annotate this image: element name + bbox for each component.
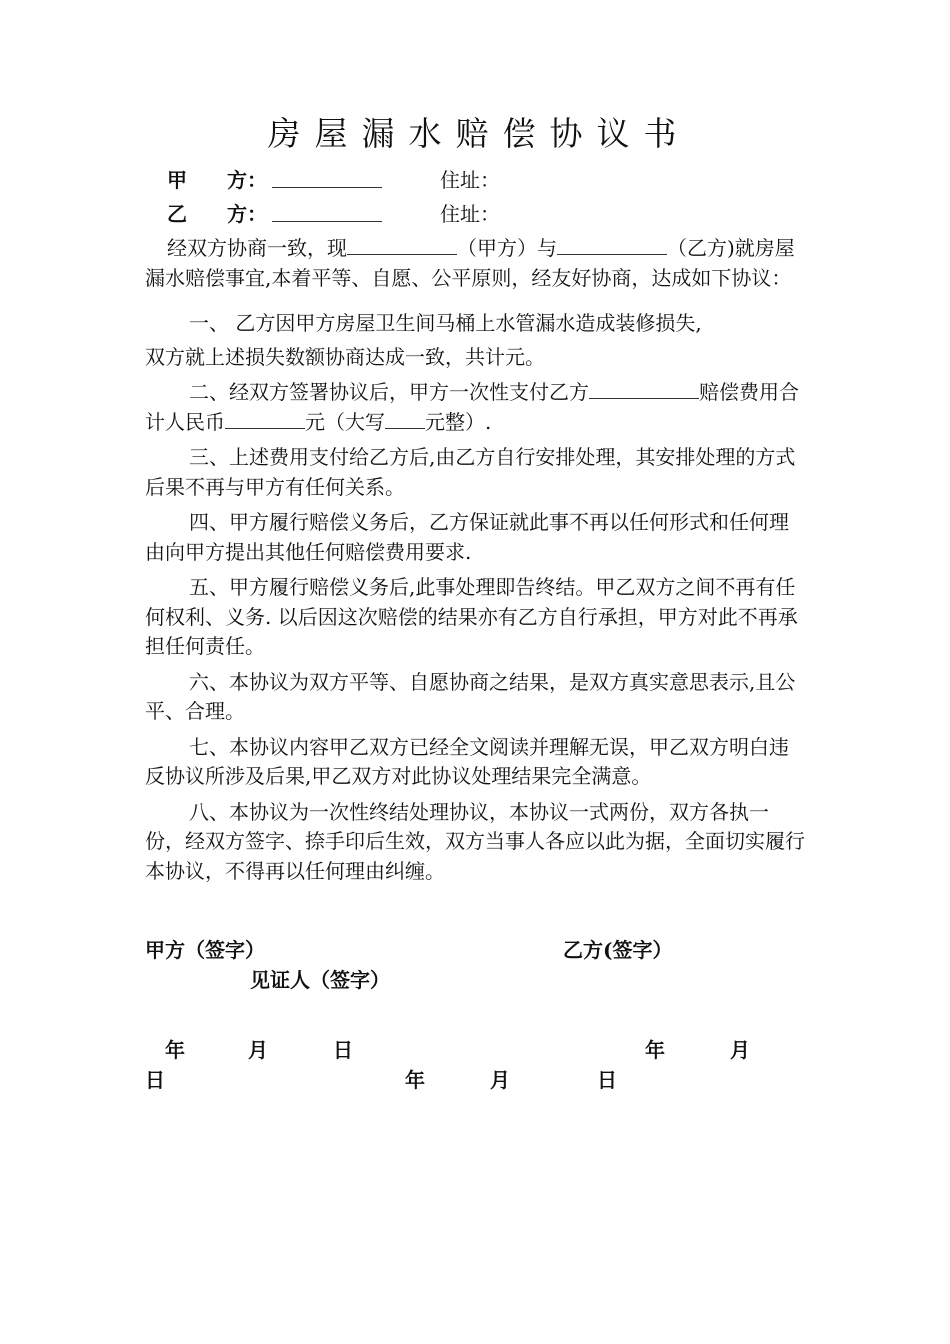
- clause-3: 三、上述费用支付给乙方后,由乙方自行安排处理，其安排处理的方式后果不再与甲方有任何关系。: [145, 445, 796, 499]
- date-year-3: 年: [405, 1068, 425, 1092]
- intro-text-1: 经双方协商一致，现: [167, 236, 347, 260]
- date-month-1: 月: [248, 1038, 268, 1062]
- intro-party-a-blank[interactable]: [347, 234, 457, 255]
- clause-2-text-2: 赔偿费用合计人民币: [145, 380, 799, 434]
- intro-text-3: （乙方)就房屋漏水赔偿事宜,本着平等、自愿、公平原则，经友好协商，达成如下协议：: [145, 236, 795, 290]
- date-month-2: 月: [730, 1038, 750, 1062]
- clause-8: 八、本协议为一次性终结处理协议，本协议一式两份，双方各执一份，经双方签字、捺手印后生效，双方当事人各应以此为据，全面切实履行本协议，不得再以任何理由纠缠。: [145, 799, 805, 883]
- date-year-1: 年: [165, 1038, 185, 1062]
- intro-party-b-blank[interactable]: [557, 234, 667, 255]
- party-a-label: 甲 方：: [167, 168, 267, 192]
- date-day-3: 日: [597, 1068, 617, 1092]
- clause-1-line-1: 一、 乙方因甲方房屋卫生间马桶上水管漏水造成装修损失,: [189, 311, 702, 335]
- clause-1-line-2: 双方就上述损失数额协商达成一致，共计元。: [145, 344, 545, 369]
- agreement-body: [145, 234, 805, 886]
- document-title: 房屋漏水赔偿协议书: [267, 114, 691, 153]
- date-day-2: 日: [145, 1068, 165, 1092]
- clause-6: 六、本协议为双方平等、自愿协商之结果，是双方真实意思表示,且公平、合理。: [145, 669, 796, 723]
- clause-1: [145, 309, 805, 339]
- party-b-signature-label: 乙方(签字）: [563, 938, 673, 962]
- party-a-signature-label: 甲方（签字）: [145, 938, 265, 962]
- clause-2-text-1: 二、经双方签署协议后，甲方一次性支付乙方: [189, 380, 589, 404]
- clause-4: 四、甲方履行赔偿义务后，乙方保证就此事不再以任何形式和任何理由向甲方提出其他任何赔偿费用要求.: [145, 510, 789, 564]
- party-b-name-blank[interactable]: [272, 201, 382, 222]
- party-a-name-blank[interactable]: [272, 167, 382, 188]
- intro-text-2: （甲方）与: [457, 236, 557, 260]
- clause-2-recipient-blank[interactable]: [589, 378, 699, 399]
- witness-signature-label: 见证人（签字）: [250, 968, 390, 992]
- clause-7: 七、本协议内容甲乙双方已经全文阅读并理解无误，甲乙双方明白违反协议所涉及后果,甲乙双方对此协议处理结果完全满意。: [145, 734, 789, 788]
- clause-2-amount-blank[interactable]: [225, 408, 305, 429]
- clause-2-text-3: 元（大写: [305, 409, 385, 434]
- party-a-address-label: 住址：: [440, 168, 500, 192]
- clause-2-amount-words-blank[interactable]: [385, 408, 425, 429]
- date-day-1: 日: [333, 1038, 353, 1062]
- party-b-label: 乙 方：: [167, 202, 267, 226]
- date-month-3: 月: [490, 1068, 510, 1092]
- clause-5: 五、甲方履行赔偿义务后,此事处理即告终结。甲乙双方之间不再有任何权利、义务. 以后因这次赔偿的结果亦有乙方自行承担，甲方对此不再承担任何责任。: [145, 575, 798, 658]
- clause-2: [145, 378, 805, 437]
- clause-1-continued: [145, 343, 805, 373]
- intro-paragraph: [145, 234, 805, 293]
- party-b-address-label: 住址：: [440, 202, 500, 226]
- date-year-2: 年: [645, 1038, 665, 1062]
- clause-2-text-4: 元整）.: [425, 409, 492, 434]
